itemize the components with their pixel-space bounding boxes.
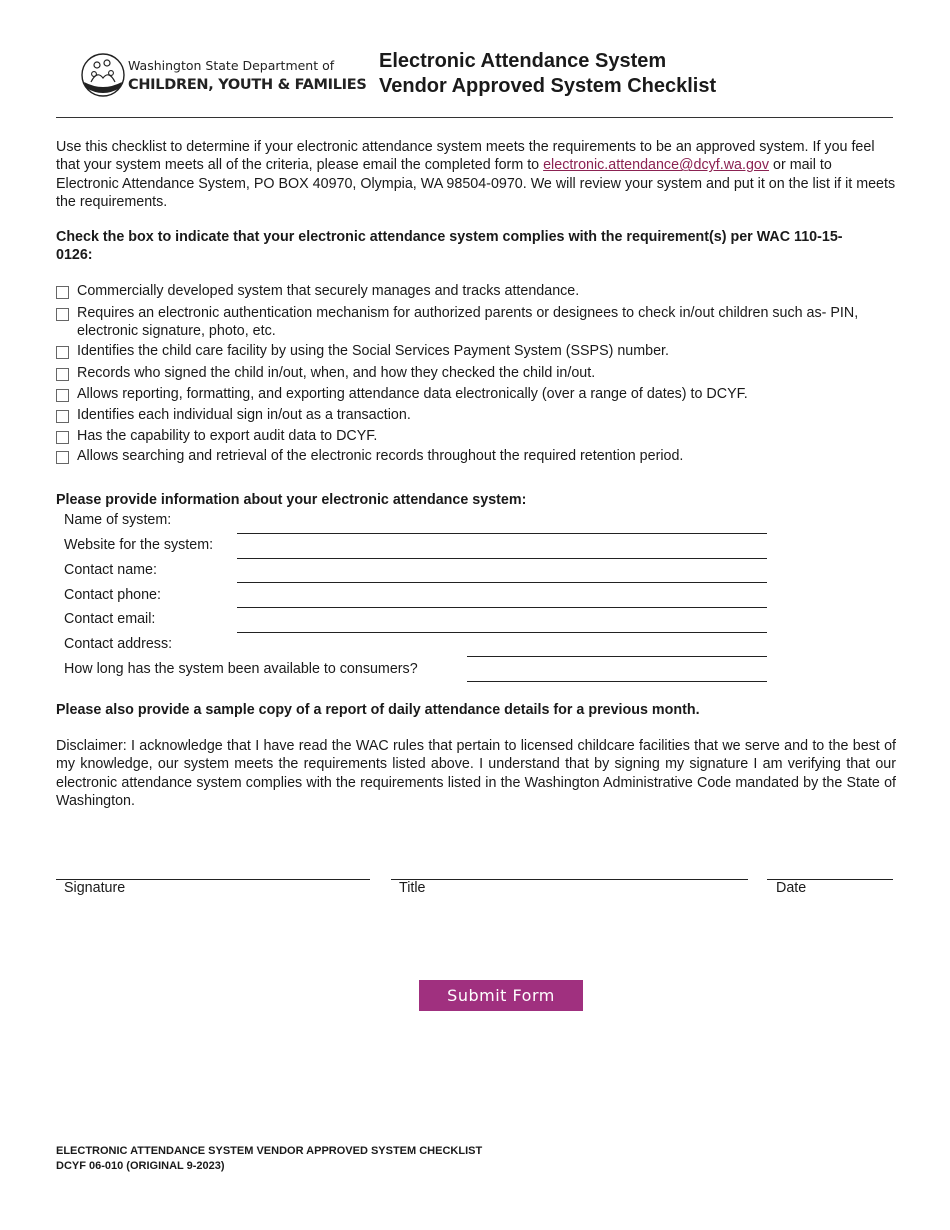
page-title-line2: Vendor Approved System Checklist — [379, 75, 717, 97]
page-title-line1: Electronic Attendance System — [379, 50, 667, 72]
footer-form-title: ELECTRONIC ATTENDANCE SYSTEM VENDOR APPROVED SYSTEM CHECKLIST — [56, 1145, 483, 1157]
intro-paragraph — [56, 138, 896, 211]
contact-phone-input[interactable] — [237, 589, 767, 608]
system-website-input[interactable] — [237, 540, 767, 559]
contact-address-label: Contact address: — [64, 636, 173, 652]
intro-text-start: Use this checklist to determine if your electronic attendance system meets the requirements to be an approved system. If you feel that your system meets all of the criteria, please email the completed form to — [56, 139, 875, 174]
requirement-checkbox[interactable] — [56, 451, 69, 464]
system-name-input[interactable] — [237, 515, 767, 534]
email-link[interactable]: electronic.attendance@dcyf.wa.gov — [543, 157, 770, 174]
title-label: Title — [399, 880, 426, 896]
contact-email-input[interactable] — [237, 614, 767, 633]
requirement-checkbox[interactable] — [56, 368, 69, 381]
system-info-heading: Please provide information about your electronic attendance system: — [56, 492, 527, 508]
footer-form-number: DCYF 06-010 (ORIGINAL 9-2023) — [56, 1160, 225, 1172]
intro-text-end: or mail to Electronic Attendance System, PO BOX 40970, Olympia, WA 98504-0970. We will review your system and put it on the list if it meets the requirements. — [56, 157, 896, 210]
system-name-label: Name of system: — [64, 512, 172, 528]
system-website-label: Website for the system: — [64, 537, 214, 553]
checklist-item-label: Identifies each individual sign in/out as a transaction. — [77, 407, 411, 423]
checklist-item-label: Records who signed the child in/out, when, and how they checked the child in/out. — [77, 365, 596, 381]
checklist-item-label: Allows reporting, formatting, and exporting attendance data electronically (over a range of dates) to DCYF. — [77, 386, 748, 402]
contact-name-input[interactable] — [237, 564, 767, 583]
date-input[interactable] — [767, 861, 893, 880]
signature-label: Signature — [64, 880, 126, 896]
signature-input[interactable] — [56, 861, 370, 880]
requirement-checkbox[interactable] — [56, 389, 69, 402]
requirement-checkbox[interactable] — [56, 286, 69, 299]
logo-agency-name: CHILDREN, YOUTH & FAMILIES — [128, 77, 367, 93]
checklist-item-label: Identifies the child care facility by using the Social Services Payment System (SSPS) number. — [77, 343, 669, 359]
checklist-item-label: Requires an electronic authentication mechanism for authorized parents or designees to check in/out children such as- PIN, electronic signature, photo, etc. — [77, 305, 859, 339]
requirement-checkbox[interactable] — [56, 308, 69, 321]
requirement-checkbox[interactable] — [56, 410, 69, 423]
title-input[interactable] — [391, 861, 748, 880]
availability-duration-input[interactable] — [467, 663, 767, 682]
disclaimer-text: Disclaimer: I acknowledge that I have read the WAC rules that pertain to licensed childcare facilities that we serve and to the best of my knowledge, our system meets the requirements listed above. I understand that by signing my signature I am verifying that our electronic attendance system complies with the requirements listed in the Washington Administrative Code mandated by the State of Washington. — [56, 738, 896, 809]
date-label: Date — [776, 880, 807, 896]
logo-department-line: Washington State Department of — [128, 58, 335, 73]
availability-duration-label: How long has the system been available to consumers? — [64, 661, 418, 677]
contact-name-label: Contact name: — [64, 562, 157, 578]
header-divider — [56, 117, 893, 118]
checklist-heading: Check the box to indicate that your electronic attendance system complies with the requirement(s) per WAC 110-15-0126: — [56, 229, 843, 263]
sample-report-request: Please also provide a sample copy of a report of daily attendance details for a previous month. — [56, 702, 700, 718]
submit-form-button[interactable]: Submit Form — [419, 980, 583, 1011]
family-emblem-icon — [80, 52, 126, 98]
requirement-checkbox[interactable] — [56, 346, 69, 359]
checklist-item-label: Allows searching and retrieval of the electronic records throughout the required retention period. — [77, 448, 684, 464]
checklist-item-label: Commercially developed system that securely manages and tracks attendance. — [77, 283, 580, 299]
contact-address-input[interactable] — [467, 638, 767, 657]
contact-email-label: Contact email: — [64, 611, 156, 627]
requirement-checkbox[interactable] — [56, 431, 69, 444]
checklist-item-label: Has the capability to export audit data to DCYF. — [77, 428, 378, 444]
contact-phone-label: Contact phone: — [64, 587, 161, 603]
